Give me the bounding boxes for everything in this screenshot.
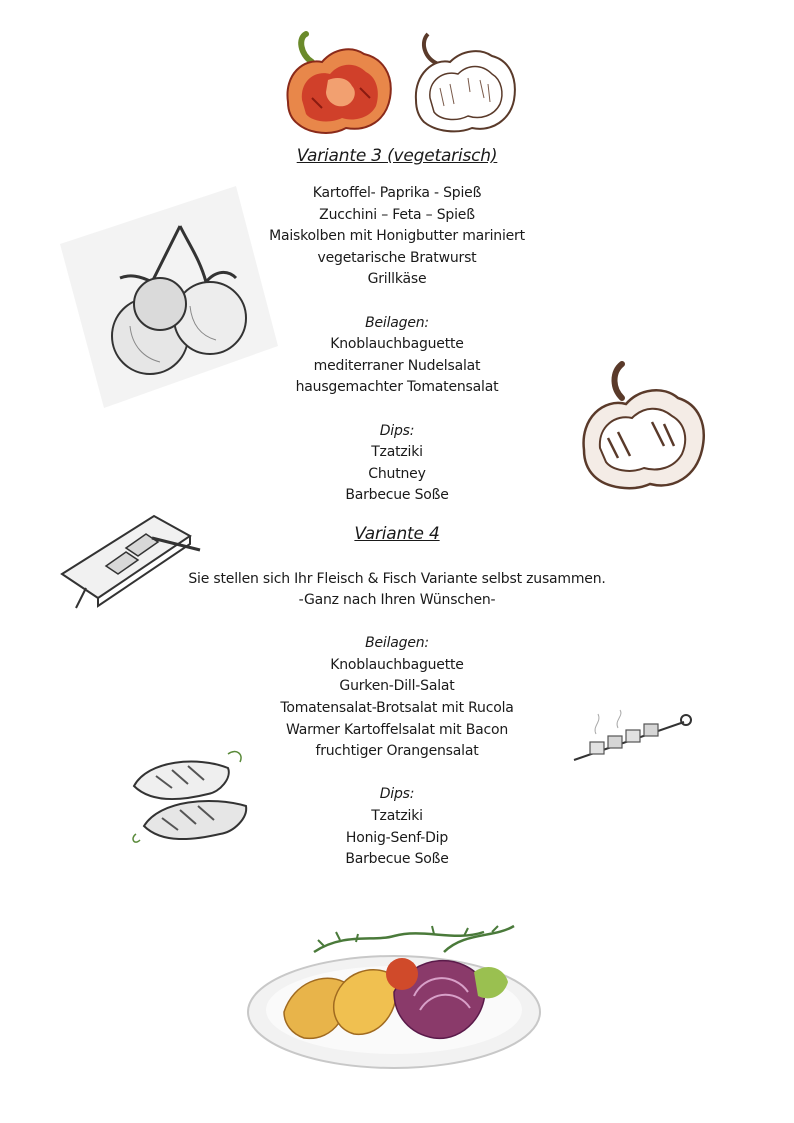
list-item: vegetarische Bratwurst xyxy=(317,249,477,266)
menu-content xyxy=(0,143,794,871)
list-item: Zucchini – Feta – Spieß xyxy=(319,206,475,223)
list-item: Tzatziki xyxy=(371,444,423,461)
list-item: Tzatziki xyxy=(371,808,423,825)
variante4-heading: Variante 4 xyxy=(354,523,440,544)
variante4-intro-note: -Ganz nach Ihren Wünschen- xyxy=(298,592,496,609)
list-item: Knoblauchbaguette xyxy=(330,656,464,673)
list-item: Tomatensalat-Brotsalat mit Rucola xyxy=(280,700,514,717)
list-item: Kartoffel- Paprika - Spieß xyxy=(312,185,482,201)
list-item: Knoblauchbaguette xyxy=(330,336,464,353)
variante4-beilagen-label: Beilagen: xyxy=(365,635,429,652)
list-item: Chutney xyxy=(368,465,426,482)
variante3-heading: Variante 3 (vegetarisch) xyxy=(296,146,498,166)
variante3-dips-label: Dips: xyxy=(379,422,415,439)
list-item: Grillkäse xyxy=(367,271,427,288)
variante4-dips-label: Dips: xyxy=(379,786,415,803)
bell-pepper-color-illustration xyxy=(282,28,400,140)
list-item: Maiskolben mit Honigbutter mariniert xyxy=(269,228,525,245)
list-item: Barbecue Soße xyxy=(345,487,449,504)
list-item: Barbecue Soße xyxy=(345,851,449,868)
roasted-vegetables-plate-illustration xyxy=(244,912,544,1072)
list-item: Honig-Senf-Dip xyxy=(345,829,449,846)
list-item: hausgemachter Tomatensalat xyxy=(295,379,499,396)
list-item: fruchtiger Orangensalat xyxy=(315,743,479,760)
list-item: Gurken-Dill-Salat xyxy=(339,678,455,695)
variante4-intro: Sie stellen sich Ihr Fleisch & Fisch Variante selbst zusammen. xyxy=(188,570,606,587)
variante3-beilagen-label: Beilagen: xyxy=(365,314,429,331)
variante3-items xyxy=(0,183,794,291)
list-item: Warmer Kartoffelsalat mit Bacon xyxy=(285,721,509,738)
bell-pepper-sketch-illustration xyxy=(410,28,522,140)
list-item: mediterraner Nudelsalat xyxy=(313,357,481,374)
